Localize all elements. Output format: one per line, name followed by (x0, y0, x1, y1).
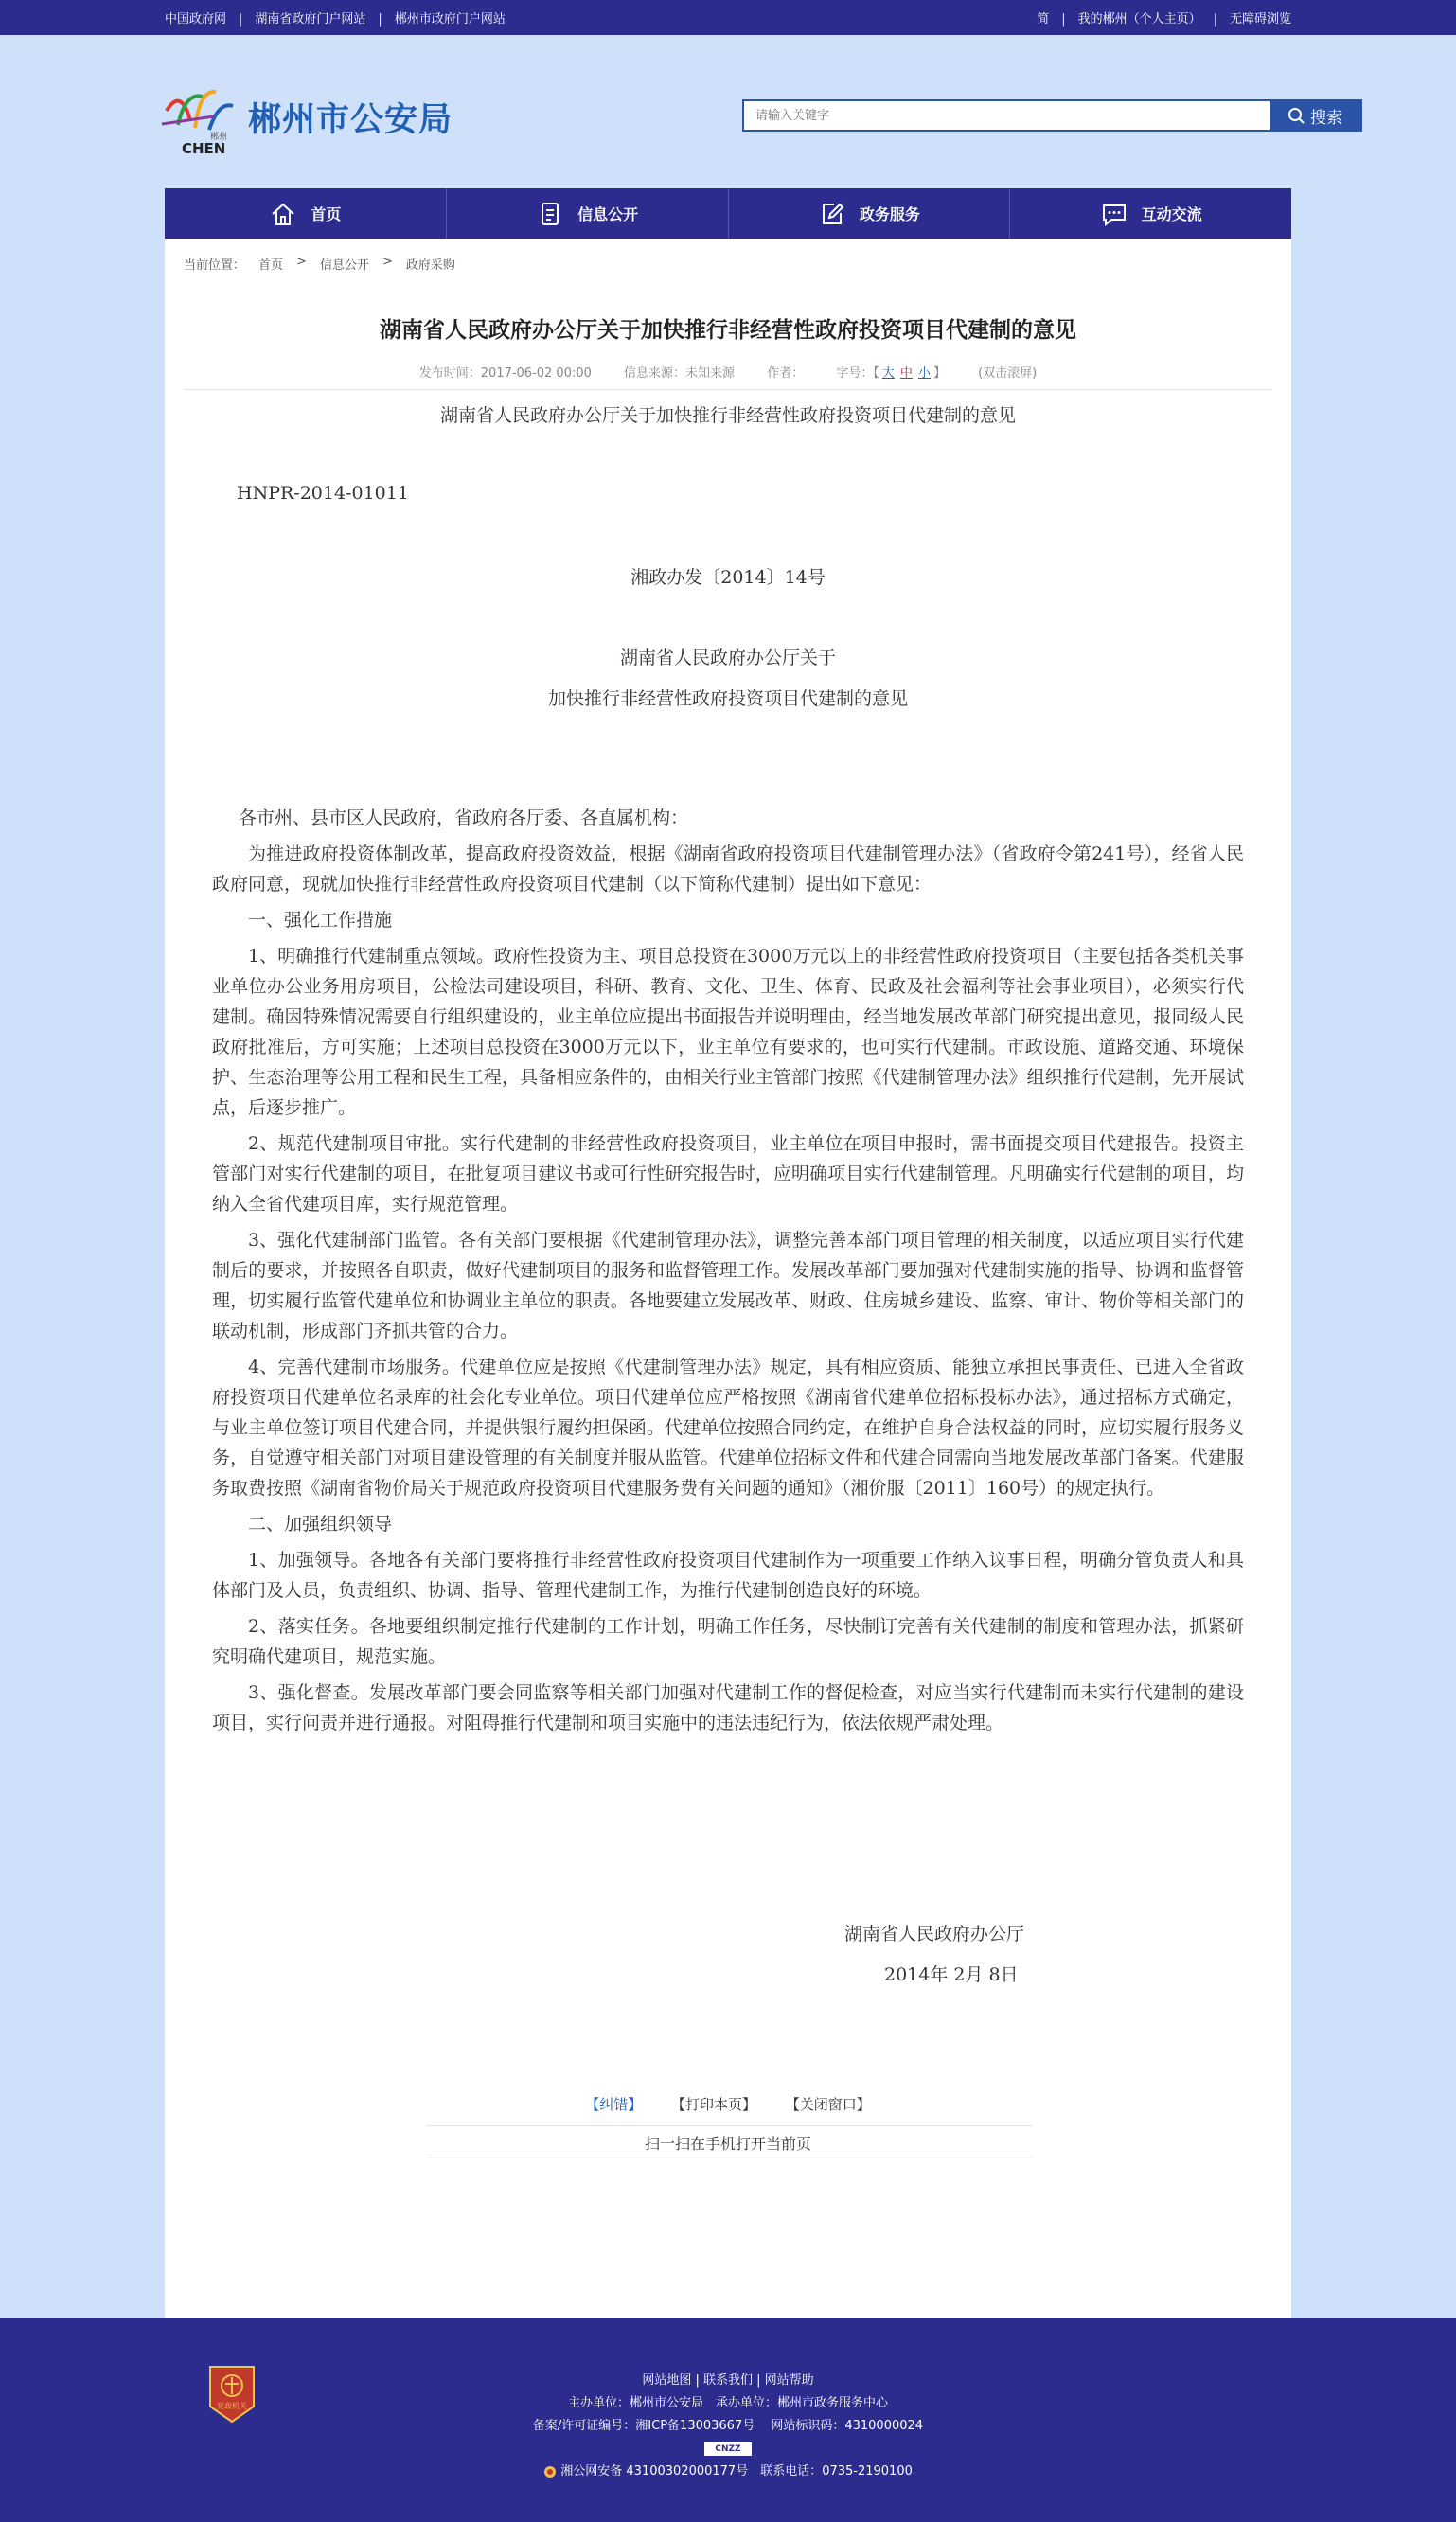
logo-icon (157, 82, 239, 156)
info-source: 信息来源：未知来源 (624, 366, 736, 381)
paragraph: 3、强化代建制部门监管。各有关部门要根据《代建制管理办法》，调整完善本部门项目管理的相关制度，以适应项目实行代建制后的要求，并按照各自职责，做好代建制项目的服务和监督管理工作。发展改革部门要加强对代建制实施的指导、协调和监督管理，切实履行监管代建单位和协调业主单位的职责。各地要建立发展改革、财政、住房城乡建设、监察、审计、物价等相关部门的联动机制，形成部门齐抓共管的合力。 (212, 1230, 1244, 1341)
footer-links[interactable]: 网站地图 | 联系我们 | 网站帮助 (642, 2373, 814, 2388)
font-small[interactable]: 小 (917, 366, 931, 381)
scan-qr-text: 扫一扫在手机打开当前页 (644, 2135, 811, 2153)
footer-info (0, 2370, 1456, 2483)
search-input[interactable] (744, 101, 1270, 130)
main-nav (165, 188, 1291, 239)
paragraph: 3、强化督查。发展改革部门要会同监察等相关部门加强对代建制工作的督促检查，对应当实行代建制而未实行代建制的建设项目，实行问责并进行通报。对阻碍推行代建制和项目实施中的违法违纪行为，依法依规严肃处理。 (212, 1682, 1244, 1733)
svg-text:郴州: 郴州 (210, 133, 228, 142)
section-heading: 二、加强组织领导 (248, 1514, 393, 1535)
signature: 湖南省人民政府办公厅 (844, 1924, 1025, 1945)
nav-info-label: 信息公开 (577, 205, 639, 223)
svg-text:CHEN: CHEN (182, 140, 226, 156)
police-emblem-icon (543, 2465, 557, 2478)
breadcrumb-info[interactable]: 信息公开 (319, 258, 369, 273)
doc-code: HNPR-2014-01011 (237, 483, 409, 504)
edit-icon (818, 200, 846, 228)
link-my-chenzhou[interactable]: 我的郴州（个人主页） (1077, 12, 1201, 27)
article-subtitle: 湖南省人民政府办公厅关于加快推行非经营性政府投资项目代建制的意见 (439, 405, 1016, 426)
section-heading: 一、强化工作措施 (248, 910, 393, 931)
search-button[interactable] (1270, 101, 1360, 130)
heading-line-1: 湖南省人民政府办公厅关于 (619, 648, 836, 668)
nav-interaction-label: 互动交流 (1141, 205, 1202, 223)
close-window-link[interactable]: 【关闭窗口】 (785, 2096, 871, 2113)
footer-sponsor: 主办单位：郴州市公安局 承办单位：郴州市政务服务中心 (567, 2396, 888, 2410)
link-gov-cn[interactable]: 中国政府网 (165, 12, 227, 27)
search-button-label: 搜索 (1310, 108, 1342, 128)
paragraph: 2、落实任务。各地要组织制定推行代建制的工作计划，明确工作任务，尽快制订完善有关代建制的制度和管理办法，抓紧研究明确代建项目，规范实施。 (212, 1616, 1244, 1667)
publish-time: 发布时间：2017-06-02 00:00 (418, 366, 592, 381)
dblclick-scroll: (双击滚屏) (978, 366, 1038, 381)
paragraph: 2、规范代建制项目审批。实行代建制的非经营性政府投资项目，业主单位在项目申报时，需书面提交项目代建报告。投资主管部门对实行代建制的项目，在批复项目建议书或可行性研究报告时，应明确项目实行代建制管理。凡明确实行代建制的项目，均纳入全省代建项目库，实行规范管理。 (212, 1133, 1244, 1215)
title-divider (184, 389, 1272, 390)
top-right-links: 简 | 我的郴州（个人主页） | 无障碍浏览 (1037, 12, 1291, 27)
nav-services-label: 政务服务 (859, 205, 920, 223)
breadcrumb-procurement[interactable]: 政府采购 (405, 258, 455, 273)
signature-date: 2014年 2月 8日 (884, 1964, 1019, 1985)
breadcrumb-label: 当前位置： (184, 258, 246, 273)
badge-text: 党政机关 (217, 2402, 247, 2410)
link-accessibility[interactable]: 无障碍浏览 (1229, 12, 1291, 27)
salutation: 各市州、县市区人民政府，省政府各厅委、各直属机构： (239, 808, 689, 828)
article-title: 湖南省人民政府办公厅关于加快推行非经营性政府投资项目代建制的意见 (380, 318, 1076, 343)
article-meta (165, 363, 1291, 381)
nav-interaction[interactable] (1010, 188, 1291, 239)
link-hunan-gov[interactable]: 湖南省政府门户网站 (255, 12, 366, 27)
link-chenzhou-gov[interactable]: 郴州市政府门户网站 (394, 12, 506, 27)
search-icon (1287, 107, 1305, 124)
top-bar (0, 0, 1456, 35)
cnzz-badge[interactable]: CNZZ (704, 2442, 752, 2456)
doc-number: 湘政办发〔2014〕14号 (630, 567, 826, 588)
paragraph: 4、完善代建制市场服务。代建单位应是按照《代建制管理办法》规定，具有相应资质、能独立承担民事责任、已进入全省政府投资项目代建单位名录库的社会化专业单位。项目代建单位应严格按照《湖南省代建单位招标投标办法》，通过招标方式确定，与业主单位签订项目代建合同，并提供银行履约担保函。代建单位按照合同约定，在维护自身合法权益的同时，应切实履行服务义务，自觉遵守相关部门对项目建设管理的有关制度并服从监管。代建单位招标文件和代建合同需向当地发展改革部门备案。代建服务取费按照《湖南省物价局关于规范政府投资项目代建服务费有关问题的通知》（湘价服〔2011〕160号）的规定执行。 (212, 1357, 1244, 1499)
nav-gov-services[interactable] (729, 188, 1011, 239)
breadcrumb-sep: > (382, 255, 393, 269)
chat-icon (1100, 200, 1128, 228)
heading-line-2: 加快推行非经营性政府投资项目代建制的意见 (547, 688, 908, 709)
footer-police: 湘公网安备 43100302000177号 联系电话：0735-2190100 (0, 2460, 1456, 2483)
nav-home[interactable] (165, 188, 447, 239)
footer-icp: 备案/许可证编号：湘ICP备13003667号 网站标识码：4310000024 (532, 2419, 924, 2433)
document-icon (536, 200, 564, 228)
site-footer (0, 2318, 1456, 2522)
correction-link[interactable]: 【纠错】 (585, 2096, 643, 2113)
print-link[interactable]: 【打印本页】 (670, 2096, 756, 2113)
font-size-control: 字号：【 大 中 小 】 (836, 366, 946, 381)
site-logo[interactable] (157, 82, 239, 156)
article-body (212, 803, 1244, 1744)
font-medium[interactable]: 中 (899, 366, 913, 381)
breadcrumb (184, 255, 455, 273)
site-title: 郴州市公安局 (248, 101, 453, 139)
breadcrumb-sep: > (296, 255, 307, 269)
top-left-links: 中国政府网 | 湖南省政府门户网站 | 郴州市政府门户网站 (165, 12, 506, 27)
author: 作者： (767, 366, 805, 381)
breadcrumb-home[interactable]: 首页 (258, 258, 284, 273)
nav-home-label: 首页 (311, 205, 342, 223)
content-panel (165, 239, 1291, 2318)
font-large[interactable]: 大 (881, 366, 895, 381)
paragraph: 1、明确推行代建制重点领域。政府性投资为主、项目总投资在3000万元以上的非经营性政府投资项目（主要包括各类机关事业单位办公业务用房项目，公检法司建设项目，科研、教育、文化、卫生、体育、民政及社会福利等社会事业项目），必须实行代建制。确因特殊情况需要自行组织建设的，业主单位应提出书面报告并说明理由，经当地发展改革部门研究提出意见，报同级人民政府批准后，方可实施；上述项目总投资在3000万元以下，业主单位有要求的，也可实行代建制。市政设施、道路交通、环境保护、生态治理等公用工程和民生工程，具备相应条件的，由相关行业主管部门按照《代建制管理办法》组织推行代建制，先开展试点，后逐步推广。 (212, 946, 1244, 1118)
search-box (742, 99, 1362, 132)
article-tools (165, 2094, 1291, 2114)
home-icon (269, 200, 297, 228)
nav-info-disclosure[interactable] (447, 188, 729, 239)
tools-divider (426, 2125, 1032, 2126)
link-simplified[interactable]: 简 (1037, 12, 1050, 27)
site-header (165, 35, 1342, 188)
paragraph: 为推进政府投资体制改革，提高政府投资效益，根据《湖南省政府投资项目代建制管理办法》（省政府令第241号），经省人民政府同意，现就加快推行非经营性政府投资项目代建制（以下简称代建制）提出如下意见： (212, 844, 1244, 895)
paragraph: 1、加强领导。各地各有关部门要将推行非经营性政府投资项目代建制作为一项重要工作纳入议事日程，明确分管负责人和具体部门及人员，负责组织、协调、指导、管理代建制工作，为推行代建制创造良好的环境。 (212, 1550, 1244, 1601)
